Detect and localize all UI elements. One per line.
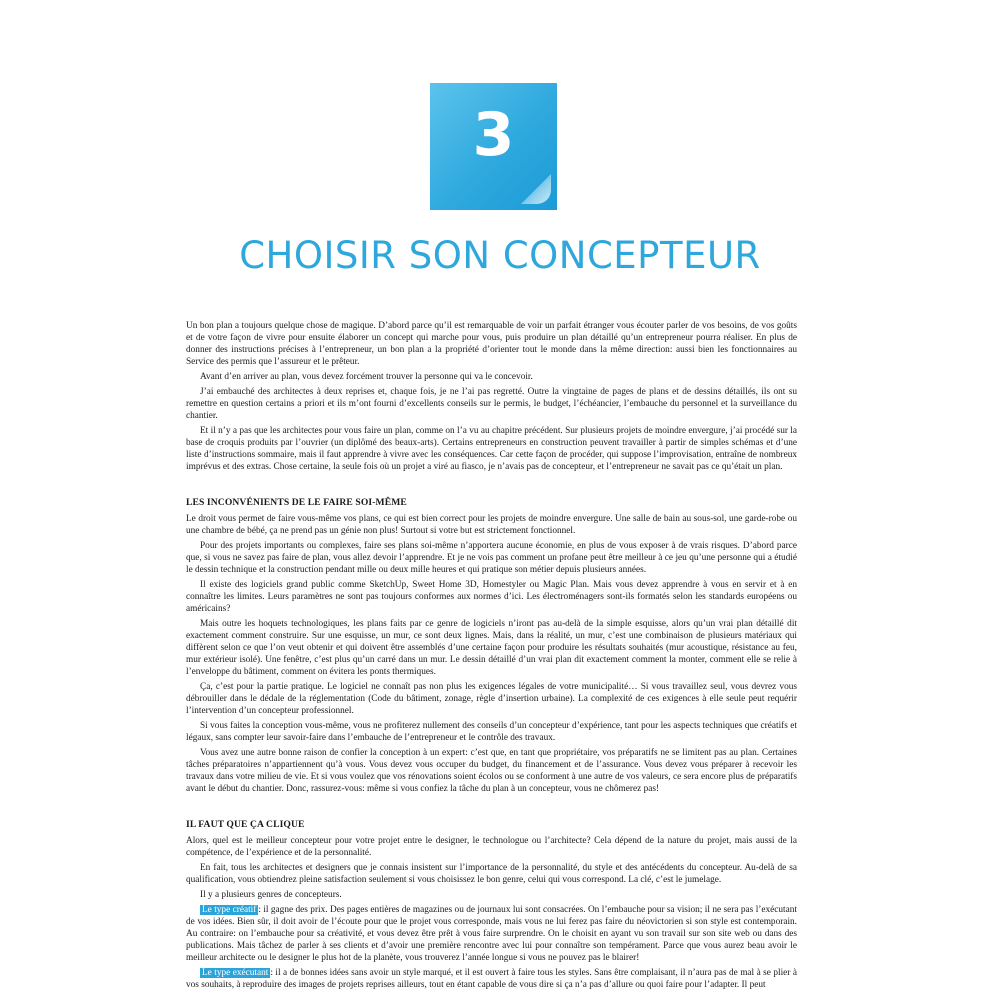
body-paragraph: Il existe des logiciels grand public comme SketchUp, Sweet Home 3D, Homestyler ou Magic Plan. Mais vous devez apprendre à vous en servir et à en connaître les limites. Leurs paramètres ne sont pas toujours conformes aux normes d’ici. Les électroménagers sont-ils formatés selon les standards européens ou américains? [186, 580, 797, 614]
body-paragraph: Si vous faites la conception vous-même, vous ne profiterez nullement des conseils d’un concepteur d’expérience, tant pour les aspects techniques que créatifs et légaux, sans compter leur savoir-faire dans l’embauche de l’entrepreneur et le contrôle des travaux. [186, 721, 797, 743]
chapter-number-badge [430, 83, 557, 210]
body-paragraph: Mais outre les hoquets technologiques, les plans faits par ce genre de logiciels n’iront pas au-delà de la simple esquisse, alors qu’un vrai plan détaillé dit exactement comment construire. Sur une esquisse, un mur, ce sont deux lignes. Mais, dans la réalité, un mur, c’est une combinaison de plusieurs matériaux qui diffèrent selon ce que l’on veut obtenir et qui doivent être assemblés d’une certaine façon pour produire les résultats souhaités (mur acoustique, résistance au feu, mur extérieur isolé). Une fenêtre, c’est plus qu’un carré dans un mur. Le dessin détaillé d’un vrai plan dit exactement comment la monter, comment elle se relie à l’enveloppe du bâtiment, comment on évitera les ponts thermiques. [186, 619, 797, 677]
intro-paragraph: Un bon plan a toujours quelque chose de magique. D’abord parce qu’il est remarquable de voir un parfait étranger vous écouter parler de vos besoins, de vos goûts et de votre façon de vivre pour ensuite élaborer un concept qui marche pour vous, puis produire un plan détaillé qu’un entrepreneur pourra réaliser. En plus de donner des instructions précises à l’entrepreneur, un bon plan a la propriété d’orienter tout le monde dans la même direction: aussi bien les fonctionnaires au Service des permis que l’assureur et le prêteur. [186, 321, 797, 367]
body-paragraph: Vous avez une autre bonne raison de confier la conception à un expert: c’est que, en tant que propriétaire, vos préparatifs ne se limitent pas au plan. Certaines tâches préparatoires n’appartiennent qu’à vous. Vous devez vous occuper du budget, du financement et de l’assurance. Vous devez vous préparer à recevoir les travaux dans votre milieu de vie. Et si vous voulez que vos rénovations soient écolos ou se conforment à une autre de vos valeurs, ce sera encore plus de préparatifs avant le début du chantier. Donc, rassurez-vous: même si vous confiez la tâche du plan à un concepteur, vous ne chômerez pas! [186, 748, 797, 794]
body-paragraph: Il y a plusieurs genres de concepteurs. [200, 890, 342, 900]
designer-type-text: : il gagne des prix. Des pages entières de magazines ou de journaux lui sont consacrées. On l’embauche pour sa vision; il ne sera pas l’exécutant de vos idées. Bien sûr, il doit avoir de l’écoute pour que le projet vous corresponde, mais vous ne lui ferez pas faire du néovictorien si son style est contemporain. Au contraire: on l’embauche pour sa créativité, et vous devez être prêt à vous faire surprendre. On le choisit en ayant vu son travail sur son site web ou dans des publications. Mais tâchez de parler à ses clients et d’avoir une première rencontre avec lui pour connaître son tempérament. Parce que vous aurez beau avoir le meilleur architecte ou le designer le plus hot de la planète, vous trouverez l’année longue si vous ne pouvez pas le blairer! [186, 905, 797, 963]
designer-type-paragraph [186, 967, 797, 991]
highlighted-term: Le type créatif [202, 905, 257, 915]
body-paragraph: Pour des projets importants ou complexes, faire ses plans soi-même n’apportera aucune économie, en plus de vous exposer à de vrais risques. D’abord parce que, si vous ne savez pas faire de plan, vous allez devoir l’apprendre. Et je ne vois pas comment un profane peut être meilleur à ce jeu qu’une personne qui a étudié le dessin technique et la construction pendant mille ou deux mille heures et qui pratique son métier depuis plusieurs années. [186, 541, 797, 575]
highlighted-term: Le type exécutant [202, 968, 269, 978]
body-paragraph: Alors, quel est le meilleur concepteur pour votre projet entre le designer, le technologue ou l’architecte? Cela dépend de la nature du projet, mais aussi de la compétence, de l’expérience et de la personnalité. [186, 836, 797, 858]
body-text [186, 320, 797, 994]
body-paragraph: En fait, tous les architectes et designers que je connais insistent sur l’importance de la personnalité, du style et des antécédents du concepteur. Au-delà de sa qualification, vous obtiendrez pleine satisfaction seulement si vous choisissez le bon genre, celui qui vous correspond. La clé, c’est le jumelage. [186, 863, 797, 885]
intro-paragraph: Avant d’en arriver au plan, vous devez forcément trouver la personne qui va le concevoir. [200, 372, 533, 382]
section-heading: IL FAUT QUE ÇA CLIQUE [186, 819, 305, 830]
designer-type-paragraph [186, 904, 797, 964]
designer-type-text: : il a de bonnes idées sans avoir un style marqué, et il est ouvert à faire tous les styles. Sans être complaisant, il n’aura pas de mal à se plier à vos souhaits, à reproduire des images de projets reprises ailleurs, tout en étant capable de vous dire si ça n’a pas d’allure ou quoi faire pour l’adapter. Il peut [186, 968, 797, 990]
chapter-title: CHOISIR SON CONCEPTEUR [239, 234, 761, 277]
intro-paragraph: Et il n’y a pas que les architectes pour vous faire un plan, comme on l’a vu au chapitre précédent. Sur plusieurs projets de moindre envergure, j’ai procédé sur la base de croquis produits par l’ouvrier (un diplômé des beaux-arts). Certains entrepreneurs en construction peuvent travailler à partir de simples schémas et d’une liste d’instructions sommaire, mais il faut apprendre à vivre avec les conséquences. Car cette façon de procéder, qui suppose l’improvisation, entraîne de nombreux imprévus et des extras. Chose certaine, la seule fois où un projet a viré au fiasco, je n’avais pas de concepteur, et l’entrepreneur ne savait pas ce qu’était un plan. [186, 426, 797, 472]
section-heading: LES INCONVÉNIENTS DE LE FAIRE SOI-MÊME [186, 497, 407, 508]
page-curl-icon [521, 174, 551, 204]
intro-paragraph: J’ai embauché des architectes à deux reprises et, chaque fois, je ne l’ai pas regretté. Outre la vingtaine de pages de plans et de dessins détaillés, ils ont su remettre en question certains a priori et ils m’ont fourni d’excellents conseils sur le permis, le budget, l’échéancier, l’embauche du personnel et la surveillance du chantier. [186, 387, 797, 421]
body-paragraph: Ça, c’est pour la partie pratique. Le logiciel ne connaît pas non plus les exigences légales de votre municipalité… Si vous travaillez seul, vous devrez vous débrouiller dans le dédale de la réglementation (Code du bâtiment, zonage, règle d’insertion urbaine). La complexité de ces exigences à elle seule peut requérir l’intervention d’un concepteur professionnel. [186, 682, 797, 716]
chapter-number: 3 [472, 100, 515, 170]
body-paragraph: Le droit vous permet de faire vous-même vos plans, ce qui est bien correct pour les projets de moindre envergure. Une salle de bain au sous-sol, une garde-robe ou une chambre de bébé, ça ne prend pas un génie non plus! Surtout si votre but est strictement fonctionnel. [186, 514, 797, 536]
